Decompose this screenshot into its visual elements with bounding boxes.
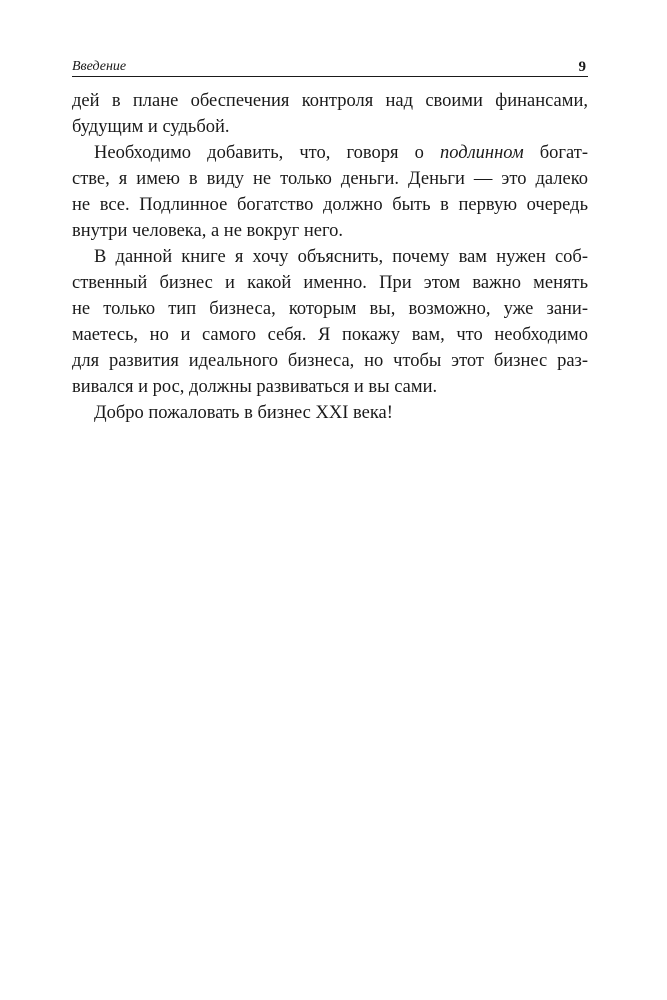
text-line	[72, 140, 588, 166]
text-line: дей в плане обеспечения контроля над своими финансами,	[72, 91, 588, 111]
text-line: будущим и судьбой.	[72, 117, 230, 137]
text-run: богат-	[523, 143, 588, 163]
section-title: Введение	[72, 59, 127, 74]
text-line: ственный бизнес и какой именно. При этом важно менять	[72, 273, 588, 293]
running-head	[72, 58, 588, 77]
page-number: 9	[578, 59, 586, 75]
paragraph-1	[72, 88, 588, 140]
emphasis: подлинном	[440, 143, 524, 163]
paragraph-3	[72, 244, 588, 400]
text-line: стве, я имею в виду не только деньги. Деньги — это далеко	[72, 169, 588, 189]
text-line: маетесь, но и самого себя. Я покажу вам, что необходимо	[72, 325, 588, 345]
paragraph-4	[72, 400, 588, 426]
text-line: внутри человека, а не вокруг него.	[72, 221, 343, 241]
paragraph-2	[72, 140, 588, 244]
text-line: вивался и рос, должны развиваться и вы сами.	[72, 377, 438, 397]
text-line: не только тип бизнеса, которым вы, возможно, уже зани-	[72, 299, 588, 319]
text-line: для развития идеального бизнеса, но чтобы этот бизнес раз-	[72, 351, 588, 371]
text-line: Добро пожаловать в бизнес XXI века!	[94, 403, 393, 423]
text-line: не все. Подлинное богатство должно быть в первую очередь	[72, 195, 588, 215]
text-line: В данной книге я хочу объяснить, почему вам нужен соб-	[94, 247, 588, 267]
text-run: Необходимо добавить, что, говоря о	[94, 143, 440, 163]
body-text	[72, 88, 588, 426]
